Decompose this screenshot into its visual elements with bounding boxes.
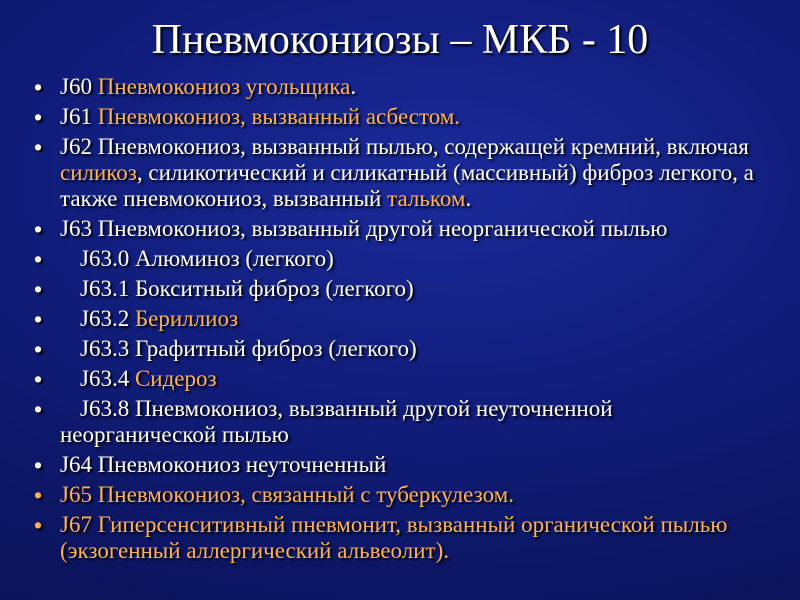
bullet-icon: •: [34, 512, 43, 538]
text-segment: J63 Пневмокониоз, вызванный другой неорганической пылью: [60, 216, 668, 241]
bullet-icon: •: [34, 306, 43, 332]
list-item-text: [60, 216, 770, 242]
highlighted-term: Пневмокониоз угольщика: [97, 74, 351, 99]
text-segment: J61: [60, 104, 98, 129]
highlighted-term: Пневмокониоз, вызванный асбестом.: [97, 104, 461, 129]
list-item: [0, 396, 800, 448]
list-item: [0, 246, 800, 272]
text-segment: .: [350, 74, 357, 99]
highlighted-term: J67 Гиперсенситивный пневмонит, вызванный органической пылью (экзогенный аллергический альвеолит).: [60, 512, 728, 563]
list-item-text: [60, 452, 770, 478]
text-segment: J63.0 Алюминоз (легкого): [80, 246, 334, 271]
list-item: [0, 104, 800, 130]
text-segment: J63.3 Графитный фиброз (легкого): [80, 336, 417, 361]
highlighted-term: тальком: [387, 186, 466, 211]
icd-code-list: [0, 74, 800, 568]
bullet-icon: •: [34, 134, 43, 160]
list-item-text: [60, 134, 770, 212]
text-segment: .: [465, 186, 472, 211]
list-item: [0, 482, 800, 508]
bullet-icon: •: [34, 452, 43, 478]
list-item: [0, 336, 800, 362]
bullet-icon: •: [34, 104, 43, 130]
list-item-text: [60, 482, 770, 508]
list-item: [0, 276, 800, 302]
highlighted-term: J65 Пневмокониоз, связанный с туберкулезом.: [60, 482, 514, 507]
list-item-text: [60, 396, 770, 448]
highlighted-term: силикоз: [60, 160, 137, 185]
bullet-icon: •: [34, 74, 43, 100]
text-segment: J63.4: [80, 366, 135, 391]
list-item-text: [60, 512, 770, 564]
list-item-text: [60, 366, 770, 392]
text-segment: J63.8 Пневмокониоз, вызванный другой неуточненной неорганической пылью: [60, 396, 613, 447]
list-item: [0, 74, 800, 100]
list-item: [0, 216, 800, 242]
bullet-icon: •: [34, 336, 43, 362]
list-item: [0, 512, 800, 564]
list-item-text: [60, 74, 770, 100]
text-segment: J62 Пневмокониоз, вызванный пылью, содержащей кремний, включая: [60, 134, 749, 159]
list-item-text: [60, 306, 770, 332]
bullet-icon: •: [34, 246, 43, 272]
bullet-icon: •: [34, 216, 43, 242]
slide-title: Пневмокониозы – МКБ - 10: [151, 17, 649, 63]
bullet-icon: •: [34, 366, 43, 392]
list-item-text: [60, 246, 770, 272]
text-segment: J64 Пневмокониоз неуточненный: [60, 452, 387, 477]
list-item: [0, 134, 800, 212]
list-item: [0, 452, 800, 478]
bullet-icon: •: [34, 276, 43, 302]
bullet-icon: •: [34, 482, 43, 508]
highlighted-term: Сидероз: [134, 366, 217, 391]
list-item-text: [60, 336, 770, 362]
list-item-text: [60, 104, 770, 130]
highlighted-term: Бериллиоз: [134, 306, 239, 331]
text-segment: , силикотический и силикатный (массивный) фиброз легкого, а также пневмокониоз, вызванный: [60, 160, 754, 211]
text-segment: J60: [60, 74, 98, 99]
list-item: [0, 366, 800, 392]
text-segment: J63.2: [80, 306, 135, 331]
bullet-icon: •: [34, 396, 43, 422]
list-item-text: [60, 276, 770, 302]
list-item: [0, 306, 800, 332]
text-segment: J63.1 Бокситный фиброз (легкого): [80, 276, 414, 301]
